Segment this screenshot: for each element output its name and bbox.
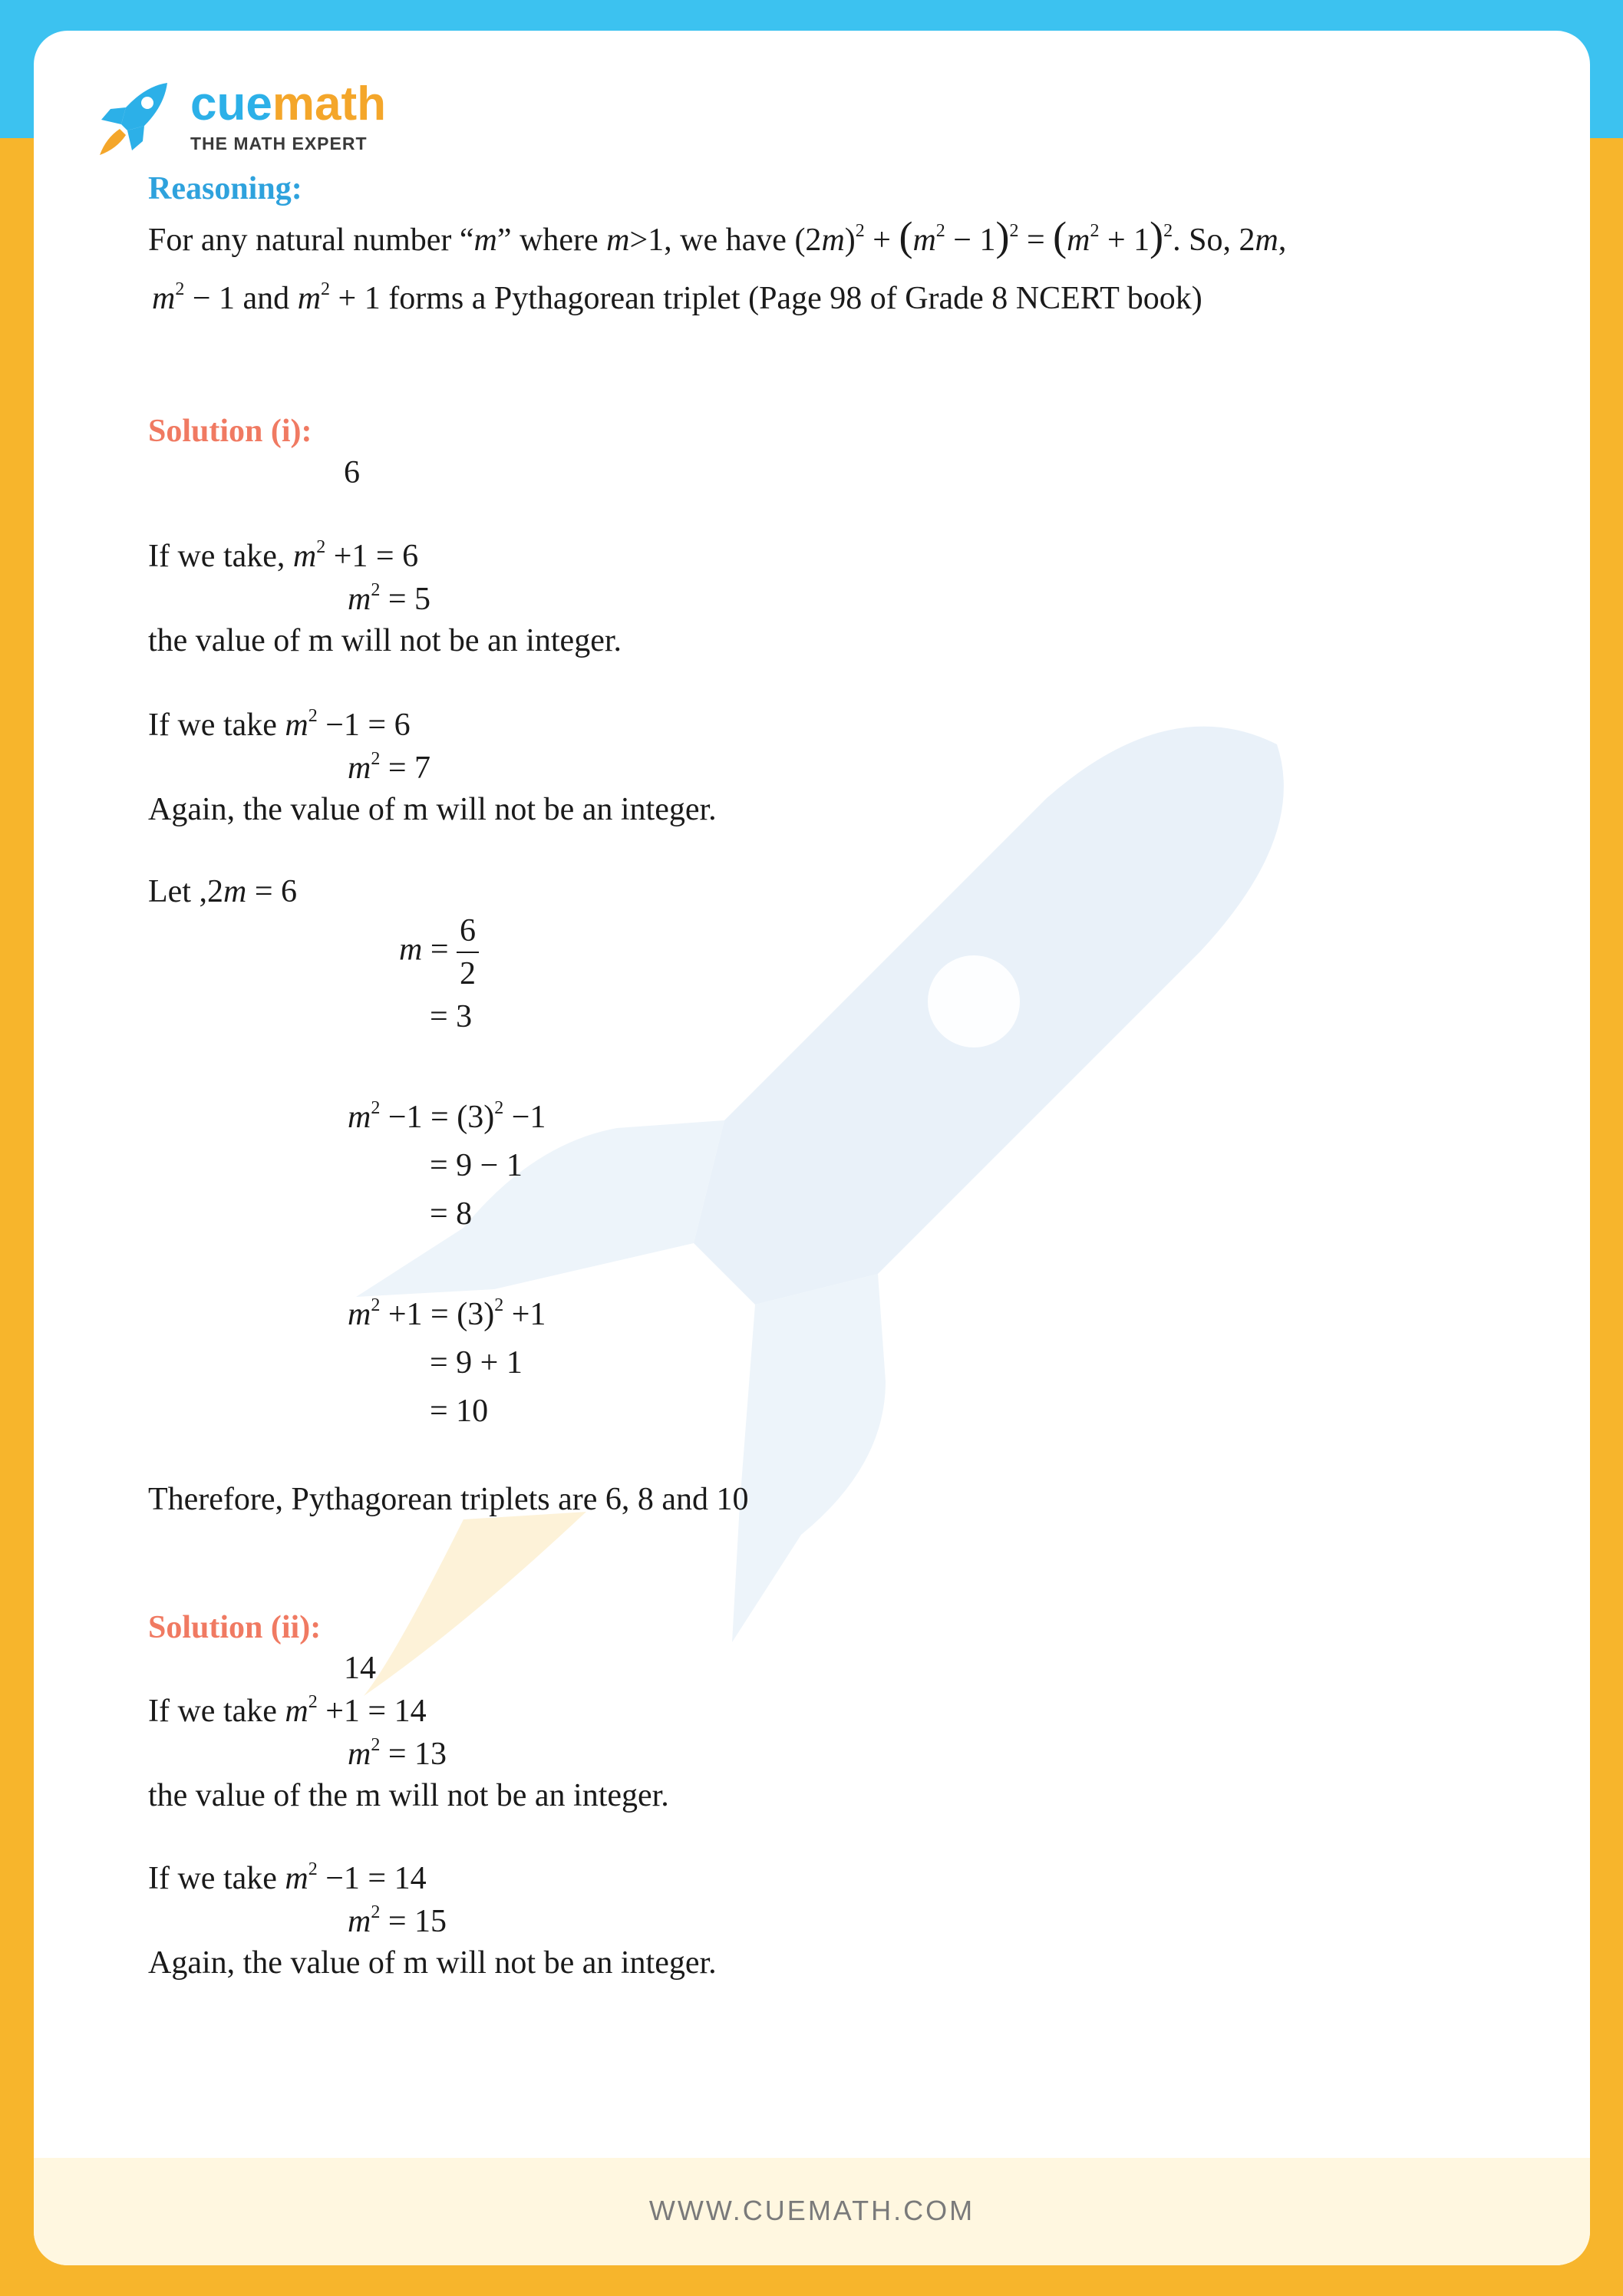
s2-case1-note: the value of the m will not be an integer. [148, 1778, 669, 1813]
s1-case2-line: If we take $m^2 -1 = 6$ [148, 706, 411, 743]
page-card [34, 31, 1590, 2265]
brand-tagline: THE MATH EXPERT [190, 134, 368, 153]
brand-name-cue: cue [190, 78, 272, 130]
s1-let-line: Let ,2m = 6 [148, 874, 297, 909]
s1-case2-result: $m^2 = 7$ [348, 749, 431, 786]
s1-case2-note: Again, the value of m will not be an integer. [148, 792, 717, 827]
s1-case1-line: If we take, $m^2 +1 = 6$ [148, 537, 419, 574]
solution-2-number: 14 [344, 1651, 376, 1686]
solution-2-heading: Solution (ii): [148, 1610, 322, 1645]
brand-name-math: math [272, 78, 386, 130]
s1-m-value: = 3 [430, 999, 473, 1034]
solution-1-number: 6 [344, 455, 360, 490]
s2-case1-result: $m^2 = 13$ [348, 1735, 447, 1772]
s1-minus-line-2: = 9 − 1 [430, 1148, 523, 1183]
s2-case2-line: If we take $m^2 -1 = 14$ [148, 1859, 427, 1896]
s2-case1-line: If we take $m^2 +1 = 14$ [148, 1692, 427, 1729]
s1-case1-note: the value of m will not be an integer. [148, 623, 622, 658]
s1-plus-line-2: = 9 + 1 [430, 1345, 523, 1381]
s1-plus-line-3: = 10 [430, 1394, 489, 1429]
s2-case2-result: $m^2 = 15$ [348, 1902, 447, 1939]
reasoning-heading: Reasoning: [148, 171, 302, 206]
s1-m-fraction: m = $\frac{6}{2}$ [399, 910, 479, 995]
footer-url: WWW.CUEMATH.COM [648, 2195, 975, 2226]
s1-minus-line-1: $m^2 -1 = (3)^2 -1$ [348, 1098, 546, 1135]
s1-minus-line-3: = 8 [430, 1196, 473, 1232]
s1-conclusion: Therefore, Pythagorean triplets are 6, 8 and 10 [148, 1482, 749, 1517]
rocket-watermark-icon [34, 31, 1590, 2265]
cuemath-rocket-logo-icon [91, 75, 175, 160]
reasoning-line-1: For any natural number “m” where m>1, we have $(2m)^2 + (m^2 - 1)^2 = (m^2 + 1)^2$. So, 2m, [148, 213, 1287, 259]
solution-1-heading: Solution (i): [148, 414, 312, 449]
s1-plus-line-1: $m^2 +1 = (3)^2 +1$ [348, 1295, 546, 1332]
brand-name [190, 78, 386, 130]
s1-case1-result: $m^2 = 5$ [348, 580, 431, 617]
footer-strip [34, 2158, 1590, 2265]
s2-case2-note: Again, the value of m will not be an integer. [148, 1945, 717, 1981]
reasoning-line-2: $m^2 - 1$ and $m^2 + 1$ forms a Pythagorean triplet (Page 98 of Grade 8 NCERT book) [152, 279, 1202, 316]
